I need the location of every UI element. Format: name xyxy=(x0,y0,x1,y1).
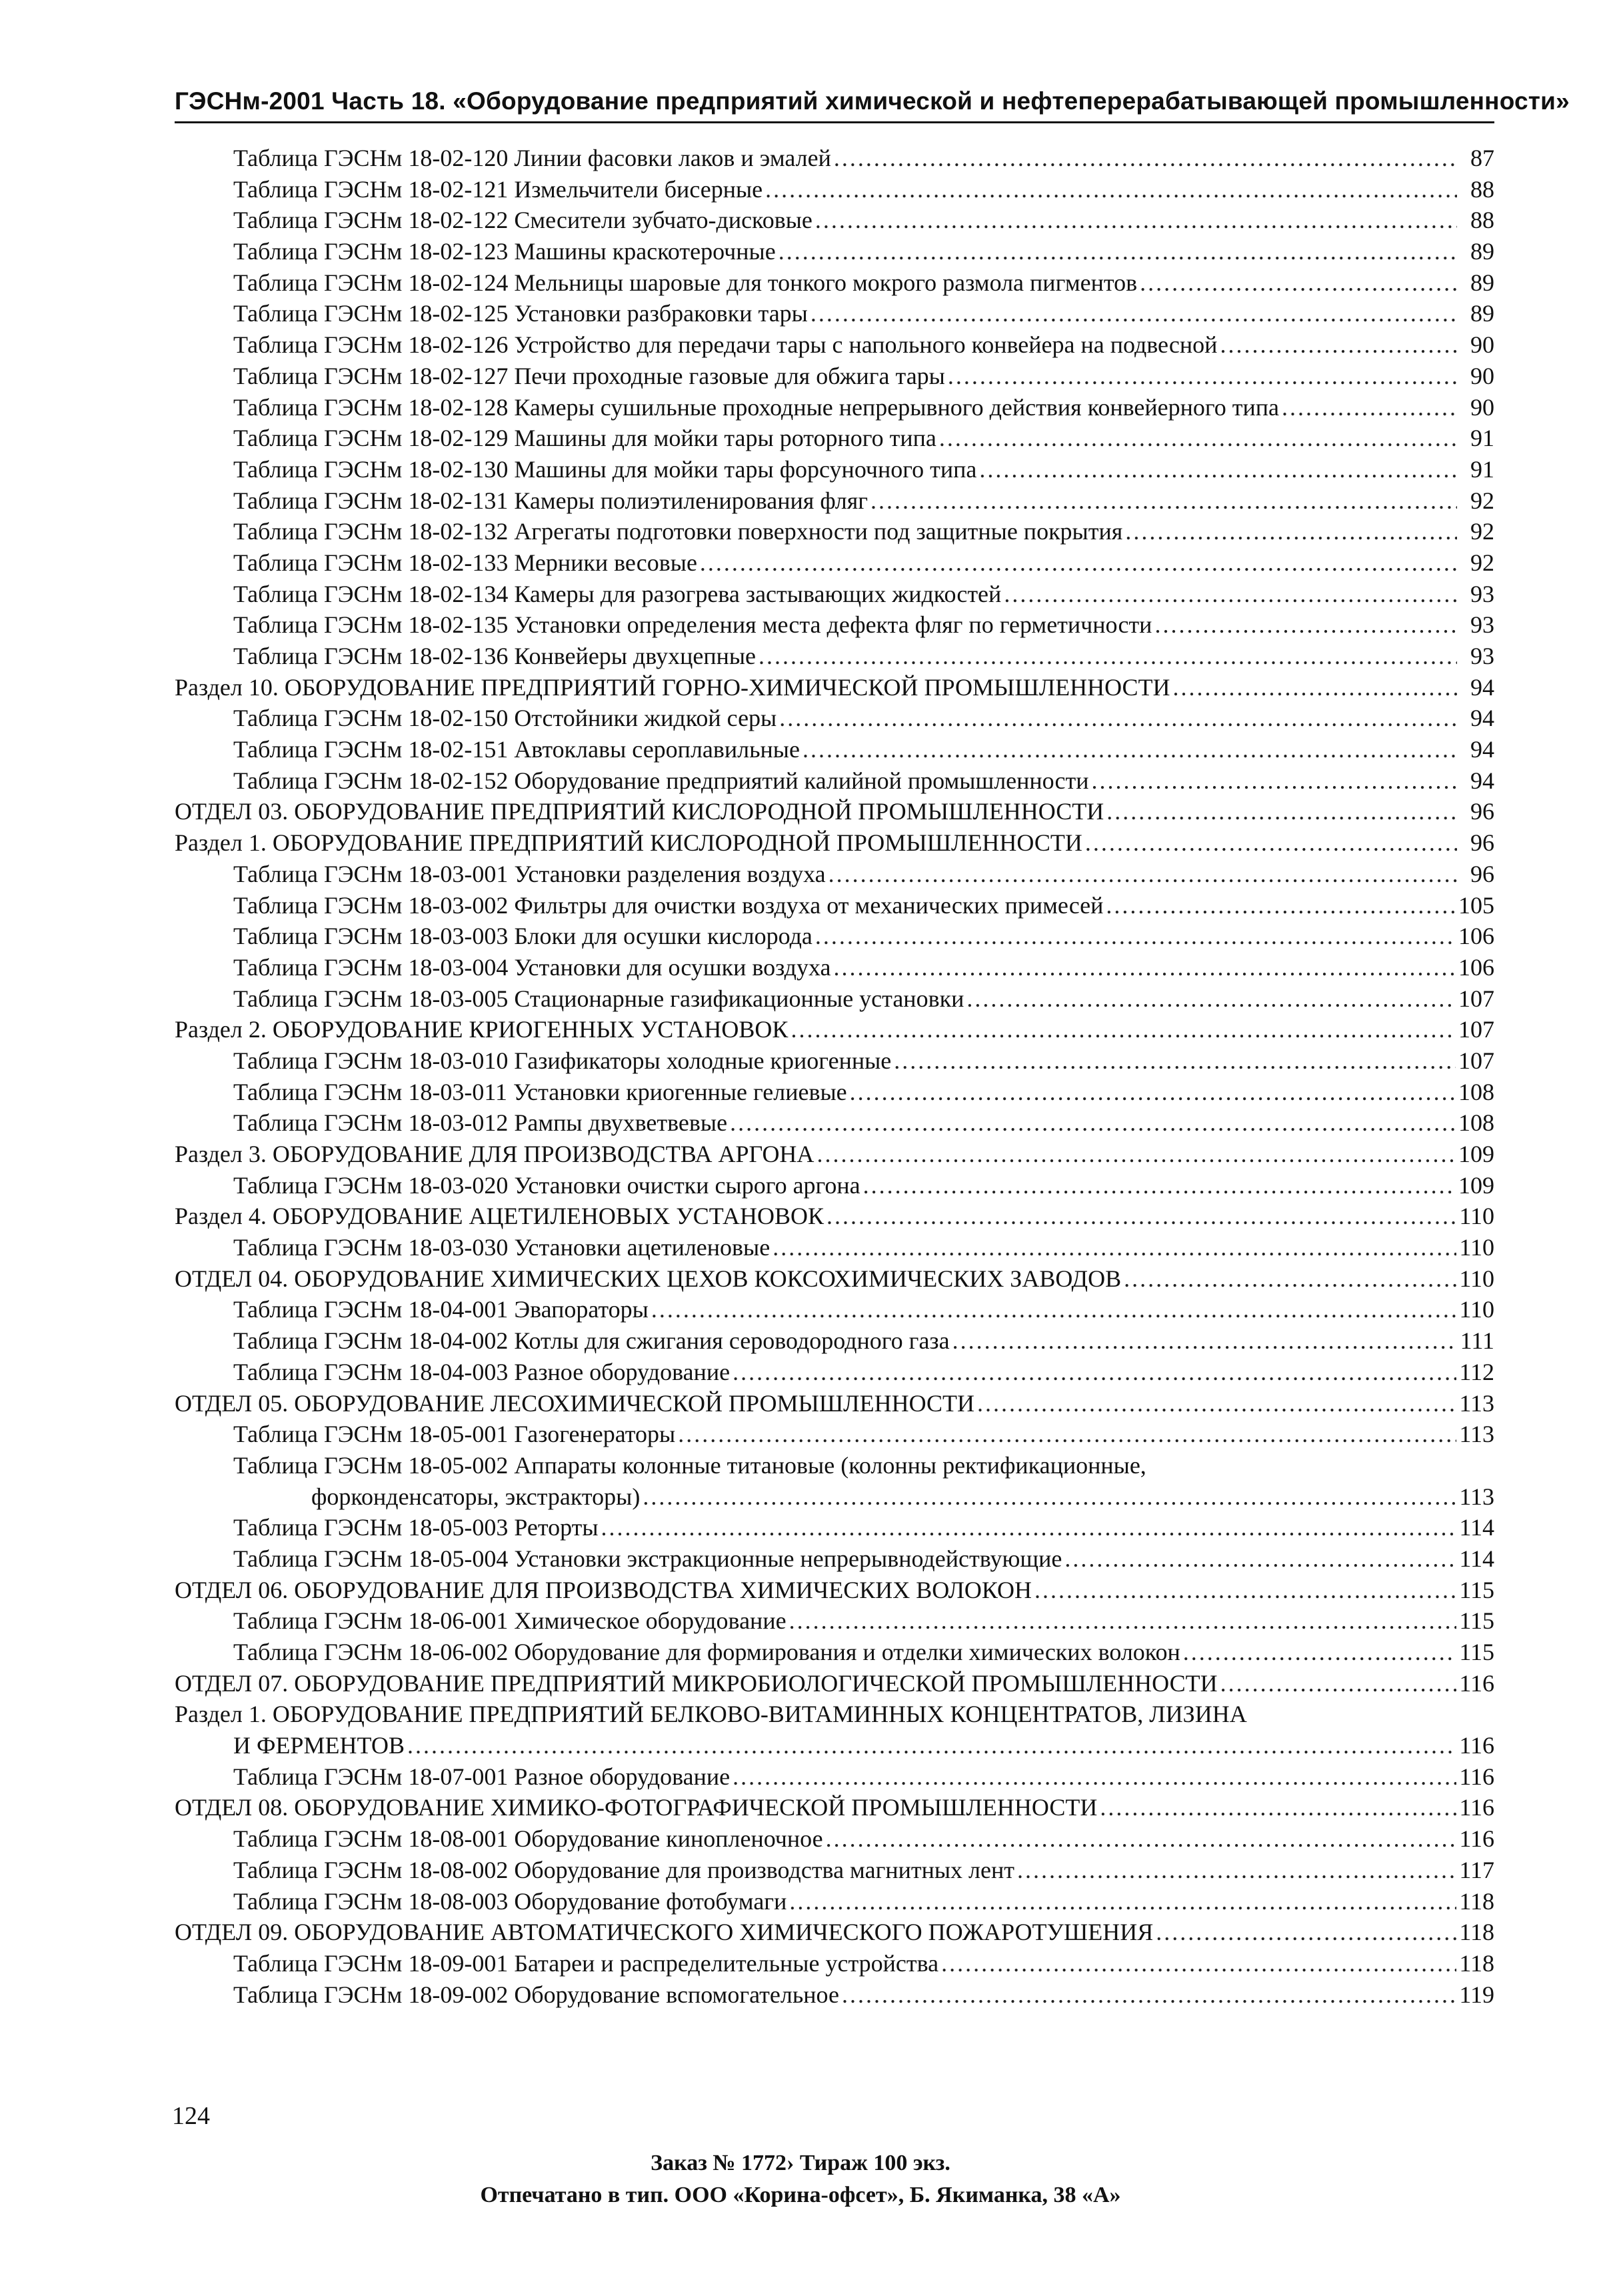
toc-dot-leader xyxy=(1124,1263,1456,1295)
toc-entry xyxy=(175,1730,1494,1761)
toc-entry-page: 119 xyxy=(1459,1981,1494,2008)
toc-entry xyxy=(175,952,1494,983)
toc-entry xyxy=(175,423,1494,454)
toc-dot-leader xyxy=(1220,329,1457,361)
toc-dot-leader xyxy=(941,1948,1456,1979)
toc-dot-leader xyxy=(1125,516,1457,547)
toc-entry-title: Таблица ГЭСНм 18-09-001 Батареи и распределительные устройства xyxy=(233,1949,939,1977)
toc-dot-leader xyxy=(939,423,1457,454)
toc-entry xyxy=(175,1294,1494,1325)
toc-entry xyxy=(175,609,1494,641)
toc-entry xyxy=(175,1699,1494,1730)
toc-dot-leader xyxy=(700,547,1457,579)
toc-dot-leader xyxy=(863,1170,1456,1201)
toc-entry xyxy=(175,859,1494,890)
toc-entry-title: Таблица ГЭСНм 18-04-001 Эвапораторы xyxy=(233,1296,649,1323)
toc-entry-page: 116 xyxy=(1459,1669,1494,1697)
toc-dot-leader xyxy=(407,1730,1456,1761)
toc-dot-leader xyxy=(759,641,1457,672)
footer-printer-line: Отпечатано в тип. ООО «Корина-офсет», Б. Якиманка, 38 «А» xyxy=(480,2183,1121,2207)
toc-entry-page: 106 xyxy=(1458,953,1494,981)
toc-entry xyxy=(175,1948,1494,1979)
toc-entry xyxy=(175,1823,1494,1855)
toc-entry-page: 90 xyxy=(1470,331,1494,359)
toc-entry-title: Таблица ГЭСНм 18-09-002 Оборудование вспомогательное xyxy=(233,1981,839,2008)
toc-entry-title: Таблица ГЭСНм 18-03-002 Фильтры для очистки воздуха от механических примесей xyxy=(233,891,1104,919)
toc-entry-page: 93 xyxy=(1470,643,1494,669)
toc-entry xyxy=(175,579,1494,610)
toc-entry-page: 89 xyxy=(1470,238,1494,265)
toc-dot-leader xyxy=(810,298,1457,329)
table-of-contents xyxy=(175,143,1494,2010)
toc-entry-title: И ФЕРМЕНТОВ xyxy=(233,1732,405,1759)
toc-entry xyxy=(175,703,1494,734)
toc-entry-title: Таблица ГЭСНм 18-03-010 Газификаторы холодные криогенные xyxy=(233,1047,892,1074)
toc-entry-page: 115 xyxy=(1459,1639,1494,1665)
toc-dot-leader xyxy=(651,1294,1456,1325)
toc-dot-leader xyxy=(1085,827,1457,859)
toc-entry xyxy=(175,205,1494,236)
toc-dot-leader xyxy=(1156,1917,1456,1948)
toc-dot-leader xyxy=(979,454,1457,485)
toc-entry-page: 115 xyxy=(1459,1576,1494,1603)
toc-entry xyxy=(175,1139,1494,1170)
toc-entry-page: 110 xyxy=(1459,1234,1494,1261)
toc-dot-leader xyxy=(815,921,1456,952)
toc-dot-leader xyxy=(850,1077,1456,1108)
toc-entry-page: 96 xyxy=(1470,860,1494,887)
toc-entry-title: Таблица ГЭСНм 18-04-002 Котлы для сжигания сероводородного газа xyxy=(233,1327,950,1355)
toc-entry xyxy=(175,1107,1494,1139)
toc-entry-page: 108 xyxy=(1458,1078,1494,1105)
running-header: ГЭСНм-2001 Часть 18. «Оборудование предприятий химической и нефтеперерабатывающей промышленности» xyxy=(175,87,1570,115)
toc-entry-title: Таблица ГЭСНм 18-05-002 Аппараты колонные титановые (колонны ректификационные, xyxy=(233,1451,1146,1479)
toc-dot-leader xyxy=(643,1481,1456,1513)
toc-dot-leader xyxy=(816,1139,1456,1170)
toc-entry xyxy=(175,1512,1494,1543)
toc-entry-title: Таблица ГЭСНм 18-05-003 Реторты xyxy=(233,1514,599,1541)
toc-entry-page: 118 xyxy=(1459,1919,1494,1946)
toc-entry-title: Таблица ГЭСНм 18-02-131 Камеры полиэтиленирования фляг xyxy=(233,487,868,514)
toc-entry xyxy=(175,1325,1494,1357)
toc-entry xyxy=(175,1419,1494,1450)
toc-entry-page: 90 xyxy=(1470,362,1494,389)
toc-dot-leader xyxy=(1017,1855,1456,1886)
toc-entry-title: ОТДЕЛ 06. ОБОРУДОВАНИЕ ДЛЯ ПРОИЗВОДСТВА ХИМИЧЕСКИХ ВОЛОКОН xyxy=(175,1576,1032,1603)
toc-entry-page: 114 xyxy=(1459,1514,1494,1541)
toc-entry-title: Раздел 3. ОБОРУДОВАНИЕ ДЛЯ ПРОИЗВОДСТВА АРГОНА xyxy=(175,1141,814,1167)
toc-dot-leader xyxy=(765,174,1457,205)
toc-entry-page: 116 xyxy=(1459,1763,1494,1790)
toc-dot-leader xyxy=(966,983,1456,1015)
toc-dot-leader xyxy=(1106,796,1457,827)
toc-entry-title: Таблица ГЭСНм 18-06-001 Химическое оборудование xyxy=(233,1607,787,1635)
toc-entry-page: 96 xyxy=(1470,798,1494,825)
toc-dot-leader xyxy=(789,1886,1456,1917)
toc-entry xyxy=(175,1481,1494,1513)
toc-entry-title: Таблица ГЭСНм 18-03-020 Установки очистки сырого аргона xyxy=(233,1171,860,1199)
toc-entry-title: Таблица ГЭСНм 18-03-012 Рампы двухветвевые xyxy=(233,1109,728,1137)
toc-entry xyxy=(175,298,1494,329)
toc-entry-title: Таблица ГЭСНм 18-02-129 Машины для мойки тары роторного типа xyxy=(233,425,936,452)
toc-entry xyxy=(175,1232,1494,1263)
toc-dot-leader xyxy=(789,1605,1457,1637)
toc-entry-page: 109 xyxy=(1458,1171,1494,1199)
toc-entry xyxy=(175,765,1494,797)
toc-entry xyxy=(175,1077,1494,1108)
toc-dot-leader xyxy=(826,1823,1457,1855)
toc-entry-title: Таблица ГЭСНм 18-03-003 Блоки для осушки кислорода xyxy=(233,923,812,950)
toc-entry-title: Таблица ГЭСНм 18-02-124 Мельницы шаровые для тонкого мокрого размола пигментов xyxy=(233,269,1138,296)
toc-entry-page: 107 xyxy=(1458,1016,1494,1043)
toc-entry-title: Таблица ГЭСНм 18-02-125 Установки разбраковки тары xyxy=(233,300,808,327)
toc-dot-leader xyxy=(834,143,1457,174)
toc-entry-page: 93 xyxy=(1470,611,1494,639)
toc-entry-title: ОТДЕЛ 03. ОБОРУДОВАНИЕ ПРЕДПРИЯТИЙ КИСЛОРОДНОЙ ПРОМЫШЛЕННОСТИ xyxy=(175,798,1104,825)
toc-entry-title: Таблица ГЭСНм 18-08-001 Оборудование кинопленочное xyxy=(233,1825,823,1853)
toc-entry-page: 92 xyxy=(1470,487,1494,514)
toc-dot-leader xyxy=(733,1761,1456,1793)
toc-entry-page: 105 xyxy=(1458,891,1494,919)
toc-entry-page: 113 xyxy=(1459,1421,1494,1448)
toc-dot-leader xyxy=(779,236,1457,267)
toc-dot-leader xyxy=(1106,890,1456,921)
toc-dot-leader xyxy=(1100,1792,1456,1823)
toc-entry xyxy=(175,485,1494,517)
toc-entry-title: Таблица ГЭСНм 18-02-151 Автоклавы сероплавильные xyxy=(233,736,800,763)
toc-entry xyxy=(175,1450,1494,1481)
toc-dot-leader xyxy=(826,1201,1456,1232)
toc-entry-page: 115 xyxy=(1459,1607,1494,1635)
toc-entry xyxy=(175,890,1494,921)
toc-entry-title: Таблица ГЭСНм 18-07-001 Разное оборудование xyxy=(233,1763,731,1790)
toc-entry-page: 117 xyxy=(1459,1856,1494,1883)
toc-entry-page: 116 xyxy=(1459,1825,1494,1853)
toc-dot-leader xyxy=(842,1979,1456,2011)
toc-entry-title: ОТДЕЛ 07. ОБОРУДОВАНИЕ ПРЕДПРИЯТИЙ МИКРОБИОЛОГИЧЕСКОЙ ПРОМЫШЛЕННОСТИ xyxy=(175,1669,1218,1697)
toc-entry xyxy=(175,1855,1494,1886)
toc-entry xyxy=(175,236,1494,267)
toc-entry xyxy=(175,983,1494,1015)
toc-entry xyxy=(175,547,1494,579)
toc-entry-page: 94 xyxy=(1470,767,1494,794)
toc-entry xyxy=(175,267,1494,299)
toc-dot-leader xyxy=(791,1014,1456,1045)
toc-entry xyxy=(175,1668,1494,1699)
toc-entry-title: Таблица ГЭСНм 18-02-123 Машины краскотерочные xyxy=(233,238,776,265)
toc-entry xyxy=(175,329,1494,361)
toc-dot-leader xyxy=(828,859,1457,890)
toc-entry-title: Раздел 2. ОБОРУДОВАНИЕ КРИОГЕННЫХ УСТАНОВОК xyxy=(175,1016,789,1043)
toc-entry xyxy=(175,1575,1494,1606)
toc-dot-leader xyxy=(870,485,1457,517)
toc-entry xyxy=(175,1263,1494,1295)
toc-entry-page: 118 xyxy=(1459,1887,1494,1915)
toc-entry-title: Таблица ГЭСНм 18-06-002 Оборудование для формирования и отделки химических волокон xyxy=(233,1639,1180,1665)
toc-dot-leader xyxy=(802,734,1457,765)
toc-entry-title: Таблица ГЭСНм 18-08-002 Оборудование для производства магнитных лент xyxy=(233,1856,1014,1883)
toc-entry-page: 87 xyxy=(1470,145,1494,171)
toc-entry-title: Таблица ГЭСНм 18-03-005 Стационарные газификационные установки xyxy=(233,985,964,1012)
toc-dot-leader xyxy=(1154,609,1457,641)
toc-entry-page: 90 xyxy=(1470,393,1494,421)
toc-dot-leader xyxy=(815,205,1457,236)
toc-entry xyxy=(175,1357,1494,1388)
toc-entry xyxy=(175,641,1494,672)
toc-entry-title: ОТДЕЛ 04. ОБОРУДОВАНИЕ ХИМИЧЕСКИХ ЦЕХОВ КОКСОХИМИЧЕСКИХ ЗАВОДОВ xyxy=(175,1265,1122,1292)
toc-entry xyxy=(175,1792,1494,1823)
toc-dot-leader xyxy=(1064,1543,1456,1575)
toc-entry-page: 112 xyxy=(1459,1358,1494,1385)
toc-entry xyxy=(175,1543,1494,1575)
toc-entry-title: Таблица ГЭСНм 18-02-152 Оборудование предприятий калийной промышленности xyxy=(233,767,1089,794)
toc-entry-title: Раздел 1. ОБОРУДОВАНИЕ ПРЕДПРИЯТИЙ КИСЛОРОДНОЙ ПРОМЫШЛЕННОСТИ xyxy=(175,829,1082,857)
toc-entry-title: Раздел 10. ОБОРУДОВАНИЕ ПРЕДПРИЯТИЙ ГОРНО-ХИМИЧЕСКОЙ ПРОМЫШЛЕННОСТИ xyxy=(175,673,1170,701)
toc-entry xyxy=(175,1979,1494,2011)
toc-entry xyxy=(175,1761,1494,1793)
toc-entry xyxy=(175,1637,1494,1668)
toc-entry-title: ОТДЕЛ 09. ОБОРУДОВАНИЕ АВТОМАТИЧЕСКОГО ХИМИЧЕСКОГО ПОЖАРОТУШЕНИЯ xyxy=(175,1919,1154,1946)
toc-entry-title: Раздел 4. ОБОРУДОВАНИЕ АЦЕТИЛЕНОВЫХ УСТАНОВОК xyxy=(175,1203,824,1230)
toc-dot-leader xyxy=(977,1388,1456,1419)
toc-entry-page: 113 xyxy=(1459,1483,1494,1510)
toc-entry xyxy=(175,1045,1494,1077)
toc-entry-page: 91 xyxy=(1470,425,1494,452)
toc-entry-page: 110 xyxy=(1459,1203,1494,1230)
toc-entry xyxy=(175,1388,1494,1419)
toc-entry-title: Таблица ГЭСНм 18-03-004 Установки для осушки воздуха xyxy=(233,953,831,981)
toc-dot-leader xyxy=(1004,579,1457,610)
toc-entry-title: форконденсаторы, экстракторы) xyxy=(311,1483,641,1510)
toc-entry-page: 109 xyxy=(1458,1141,1494,1167)
toc-entry-title: Таблица ГЭСНм 18-02-150 Отстойники жидкой серы xyxy=(233,705,777,732)
toc-entry xyxy=(175,672,1494,703)
toc-entry-page: 96 xyxy=(1470,829,1494,857)
toc-dot-leader xyxy=(948,361,1457,392)
toc-dot-leader xyxy=(733,1357,1456,1388)
footer-order-line: Заказ № 1772› Тираж 100 экз. xyxy=(651,2151,950,2175)
toc-entry xyxy=(175,174,1494,205)
toc-dot-leader xyxy=(1173,672,1457,703)
toc-entry-title: Таблица ГЭСНм 18-03-001 Установки разделения воздуха xyxy=(233,860,826,887)
toc-entry-page: 118 xyxy=(1459,1949,1494,1977)
toc-entry-title: Таблица ГЭСНм 18-02-136 Конвейеры двухцепные xyxy=(233,643,757,669)
toc-dot-leader xyxy=(1282,392,1457,423)
toc-dot-leader xyxy=(601,1512,1457,1543)
toc-entry xyxy=(175,1170,1494,1201)
toc-entry xyxy=(175,1014,1494,1045)
toc-dot-leader xyxy=(773,1232,1456,1263)
toc-entry-page: 92 xyxy=(1470,518,1494,545)
toc-entry-title: ОТДЕЛ 05. ОБОРУДОВАНИЕ ЛЕСОХИМИЧЕСКОЙ ПРОМЫШЛЕННОСТИ xyxy=(175,1389,975,1417)
toc-dot-leader xyxy=(678,1419,1456,1450)
toc-entry-title: Таблица ГЭСНм 18-02-134 Камеры для разогрева застывающих жидкостей xyxy=(233,580,1002,607)
toc-entry xyxy=(175,454,1494,485)
toc-entry-page: 107 xyxy=(1458,1047,1494,1074)
header-rule xyxy=(175,121,1494,123)
toc-entry xyxy=(175,827,1494,859)
toc-entry-title: Таблица ГЭСНм 18-02-127 Печи проходные газовые для обжига тары xyxy=(233,362,945,389)
toc-entry-page: 88 xyxy=(1470,207,1494,234)
toc-entry-title: Таблица ГЭСНм 18-05-004 Установки экстракционные непрерывнодействующие xyxy=(233,1545,1062,1572)
toc-entry-title: Таблица ГЭСНм 18-02-130 Машины для мойки тары форсуночного типа xyxy=(233,455,977,483)
toc-dot-leader xyxy=(779,703,1457,734)
toc-entry-page: 111 xyxy=(1460,1327,1494,1355)
toc-entry-page: 110 xyxy=(1459,1296,1494,1323)
toc-entry-page: 107 xyxy=(1458,985,1494,1012)
toc-entry xyxy=(175,1605,1494,1637)
page-number: 124 xyxy=(172,2102,210,2130)
toc-entry-title: Таблица ГЭСНм 18-02-121 Измельчители бисерные xyxy=(233,175,763,203)
toc-entry xyxy=(175,1917,1494,1948)
toc-entry-title: Таблица ГЭСНм 18-03-011 Установки криогенные гелиевые xyxy=(233,1078,847,1105)
toc-entry-page: 106 xyxy=(1458,923,1494,950)
toc-entry-title: Таблица ГЭСНм 18-02-126 Устройство для передачи тары с напольного конвейера на подвесной xyxy=(233,331,1218,359)
toc-entry-title: Таблица ГЭСНм 18-02-120 Линии фасовки лаков и эмалей xyxy=(233,145,831,171)
toc-entry-title: Таблица ГЭСНм 18-02-128 Камеры сушильные проходные непрерывного действия конвейерного типа xyxy=(233,393,1280,421)
toc-entry-title: Таблица ГЭСНм 18-04-003 Разное оборудование xyxy=(233,1358,731,1385)
toc-dot-leader xyxy=(894,1045,1456,1077)
toc-entry-title: Таблица ГЭСНм 18-02-135 Установки определения места дефекта фляг по герметичности xyxy=(233,611,1152,639)
toc-entry-page: 93 xyxy=(1470,580,1494,607)
toc-dot-leader xyxy=(1220,1668,1457,1699)
toc-dot-leader xyxy=(952,1325,1457,1357)
toc-entry-page: 91 xyxy=(1470,455,1494,483)
toc-entry-title: ОТДЕЛ 08. ОБОРУДОВАНИЕ ХИМИКО-ФОТОГРАФИЧЕСКОЙ ПРОМЫШЛЕННОСТИ xyxy=(175,1794,1098,1821)
toc-entry-page: 94 xyxy=(1470,673,1494,701)
toc-entry-page: 92 xyxy=(1470,549,1494,576)
toc-dot-leader xyxy=(730,1107,1456,1139)
toc-entry-title: Таблица ГЭСНм 18-02-133 Мерники весовые xyxy=(233,549,697,576)
toc-entry-page: 116 xyxy=(1459,1794,1494,1821)
toc-entry-page: 116 xyxy=(1459,1732,1494,1759)
toc-entry xyxy=(175,516,1494,547)
toc-entry xyxy=(175,1201,1494,1232)
toc-entry-page: 94 xyxy=(1470,736,1494,763)
toc-entry-title: Раздел 1. ОБОРУДОВАНИЕ ПРЕДПРИЯТИЙ БЕЛКОВО-ВИТАМИННЫХ КОНЦЕНТРАТОВ, ЛИЗИНА xyxy=(175,1701,1247,1728)
toc-entry xyxy=(175,796,1494,827)
toc-entry-title: Таблица ГЭСНм 18-02-132 Агрегаты подготовки поверхности под защитные покрытия xyxy=(233,518,1123,545)
toc-entry-page: 94 xyxy=(1470,705,1494,732)
toc-dot-leader xyxy=(833,952,1456,983)
toc-entry xyxy=(175,1886,1494,1917)
toc-entry-title: Таблица ГЭСНм 18-02-122 Смесители зубчато-дисковые xyxy=(233,207,812,234)
toc-dot-leader xyxy=(1034,1575,1456,1606)
toc-entry-page: 108 xyxy=(1458,1109,1494,1137)
toc-entry-page: 88 xyxy=(1470,175,1494,203)
toc-dot-leader xyxy=(1183,1637,1457,1668)
toc-entry-page: 114 xyxy=(1459,1545,1494,1572)
toc-entry-page: 89 xyxy=(1470,300,1494,327)
toc-entry-title: Таблица ГЭСНм 18-05-001 Газогенераторы xyxy=(233,1421,676,1448)
toc-entry xyxy=(175,734,1494,765)
toc-dot-leader xyxy=(1140,267,1457,299)
toc-entry xyxy=(175,361,1494,392)
toc-entry-page: 110 xyxy=(1459,1265,1494,1292)
toc-entry-page: 89 xyxy=(1470,269,1494,296)
toc-entry xyxy=(175,921,1494,952)
toc-entry-page: 113 xyxy=(1459,1389,1494,1417)
toc-entry-title: Таблица ГЭСНм 18-03-030 Установки ацетиленовые xyxy=(233,1234,771,1261)
toc-entry xyxy=(175,392,1494,423)
toc-entry xyxy=(175,143,1494,174)
toc-dot-leader xyxy=(1092,765,1457,797)
toc-entry-title: Таблица ГЭСНм 18-08-003 Оборудование фотобумаги xyxy=(233,1887,787,1915)
